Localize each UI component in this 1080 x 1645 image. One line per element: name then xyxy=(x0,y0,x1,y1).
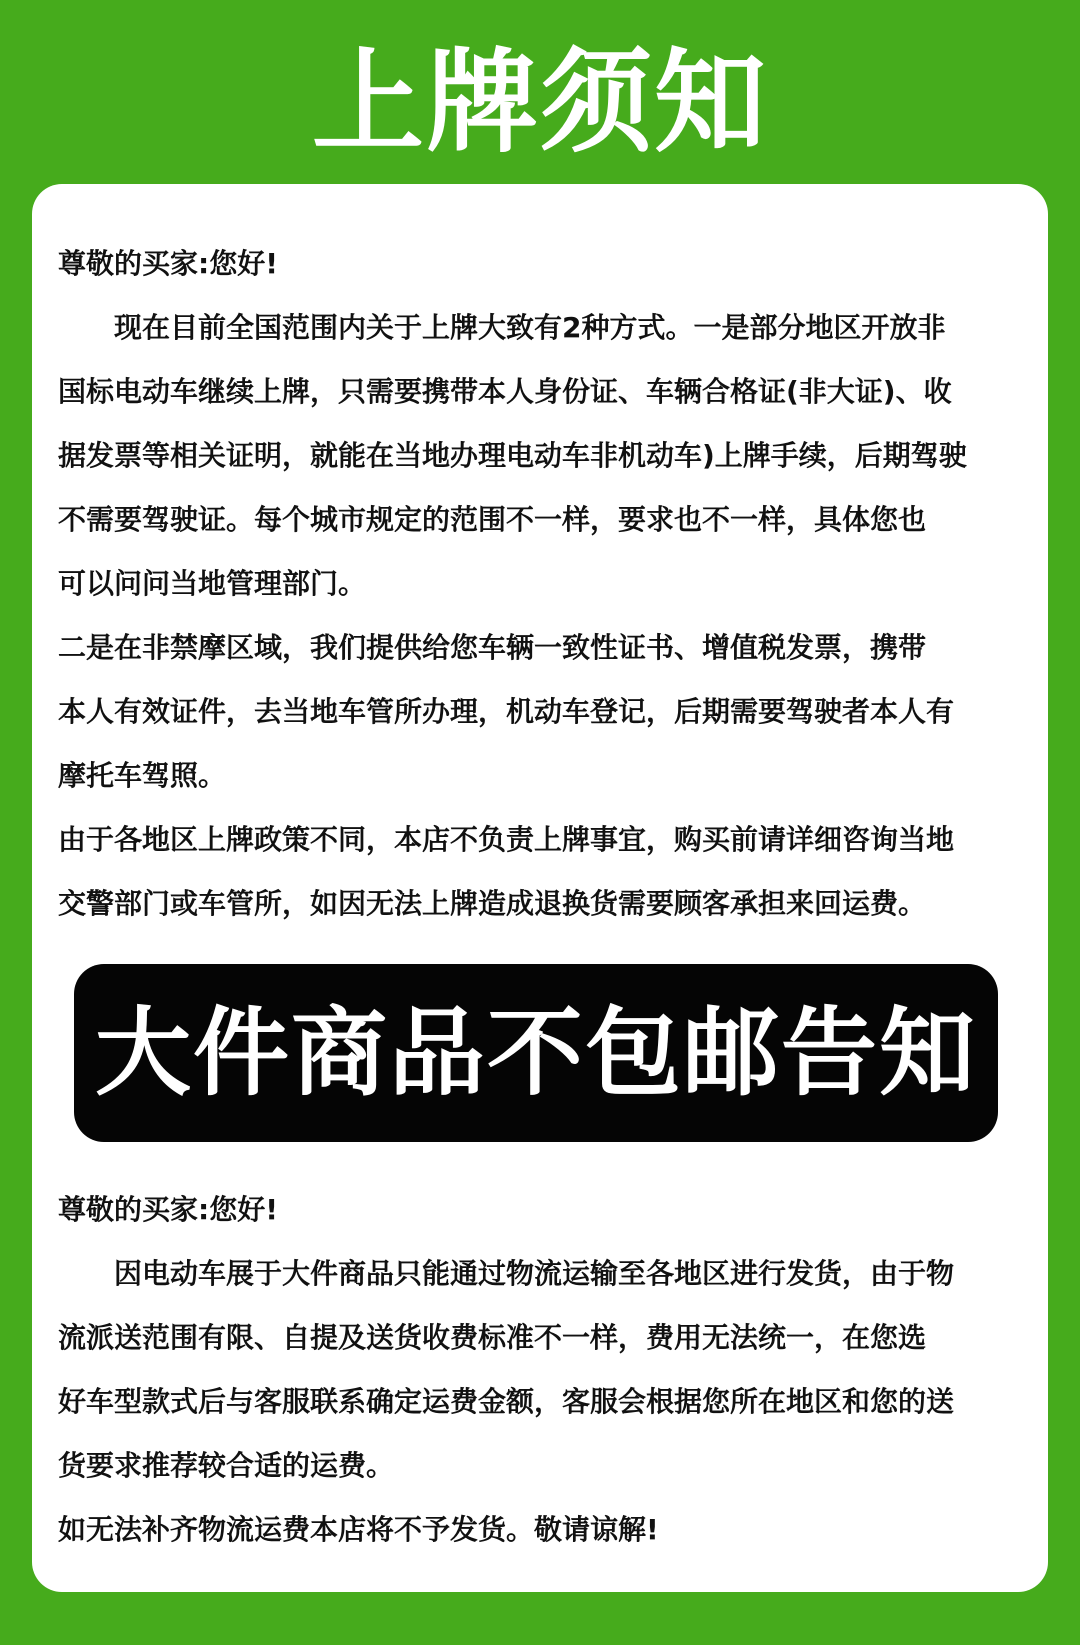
paragraph-line: 不需要驾驶证。每个城市规定的范围不一样，要求也不一样，具体您也 xyxy=(58,503,927,536)
paragraph-line: 因电动车展于大件商品只能通过物流运输至各地区进行发货，由于物 xyxy=(114,1257,955,1290)
paragraph-line: 由于各地区上牌政策不同，本店不负责上牌事宜，购买前请详细咨询当地 xyxy=(58,823,955,856)
paragraph-line: 货要求推荐较合适的运费。 xyxy=(58,1449,395,1482)
paragraph-line: 二是在非禁摩区域，我们提供给您车辆一致性证书、增值税发票，携带 xyxy=(58,631,927,664)
paragraph-line: 摩托车驾照。 xyxy=(58,759,227,792)
paragraph-line: 流派送范围有限、自提及送货收费标准不一样，费用无法统一，在您选 xyxy=(58,1321,927,1354)
paragraph-line: 交警部门或车管所，如因无法上牌造成退换货需要顾客承担来回运费。 xyxy=(58,887,927,920)
paragraph-line: 国标电动车继续上牌，只需要携带本人身份证、车辆合格证(非大证)、收 xyxy=(58,375,952,408)
paragraph-line: 本人有效证件，去当地车管所办理，机动车登记，后期需要驾驶者本人有 xyxy=(58,695,955,728)
plate-notice-section xyxy=(58,232,1028,936)
greeting: 尊敬的买家:您好! xyxy=(58,1193,278,1226)
page-title: 上牌须知 xyxy=(312,38,768,168)
paragraph-line: 可以问问当地管理部门。 xyxy=(58,567,367,600)
shipping-notice-section xyxy=(58,1178,1028,1562)
notice-card xyxy=(32,184,1048,1592)
paragraph-line: 据发票等相关证明，就能在当地办理电动车非机动车)上牌手续，后期驾驶 xyxy=(58,439,967,472)
shipping-notice-banner: 大件商品不包邮告知 xyxy=(74,964,998,1142)
paragraph-line: 好车型款式后与客服联系确定运费金额，客服会根据您所在地区和您的送 xyxy=(58,1385,955,1418)
paragraph-line: 现在目前全国范围内关于上牌大致有2种方式。一是部分地区开放非 xyxy=(114,311,946,344)
greeting: 尊敬的买家:您好! xyxy=(58,247,278,280)
paragraph-line: 如无法补齐物流运费本店将不予发货。敬请谅解! xyxy=(58,1513,659,1546)
